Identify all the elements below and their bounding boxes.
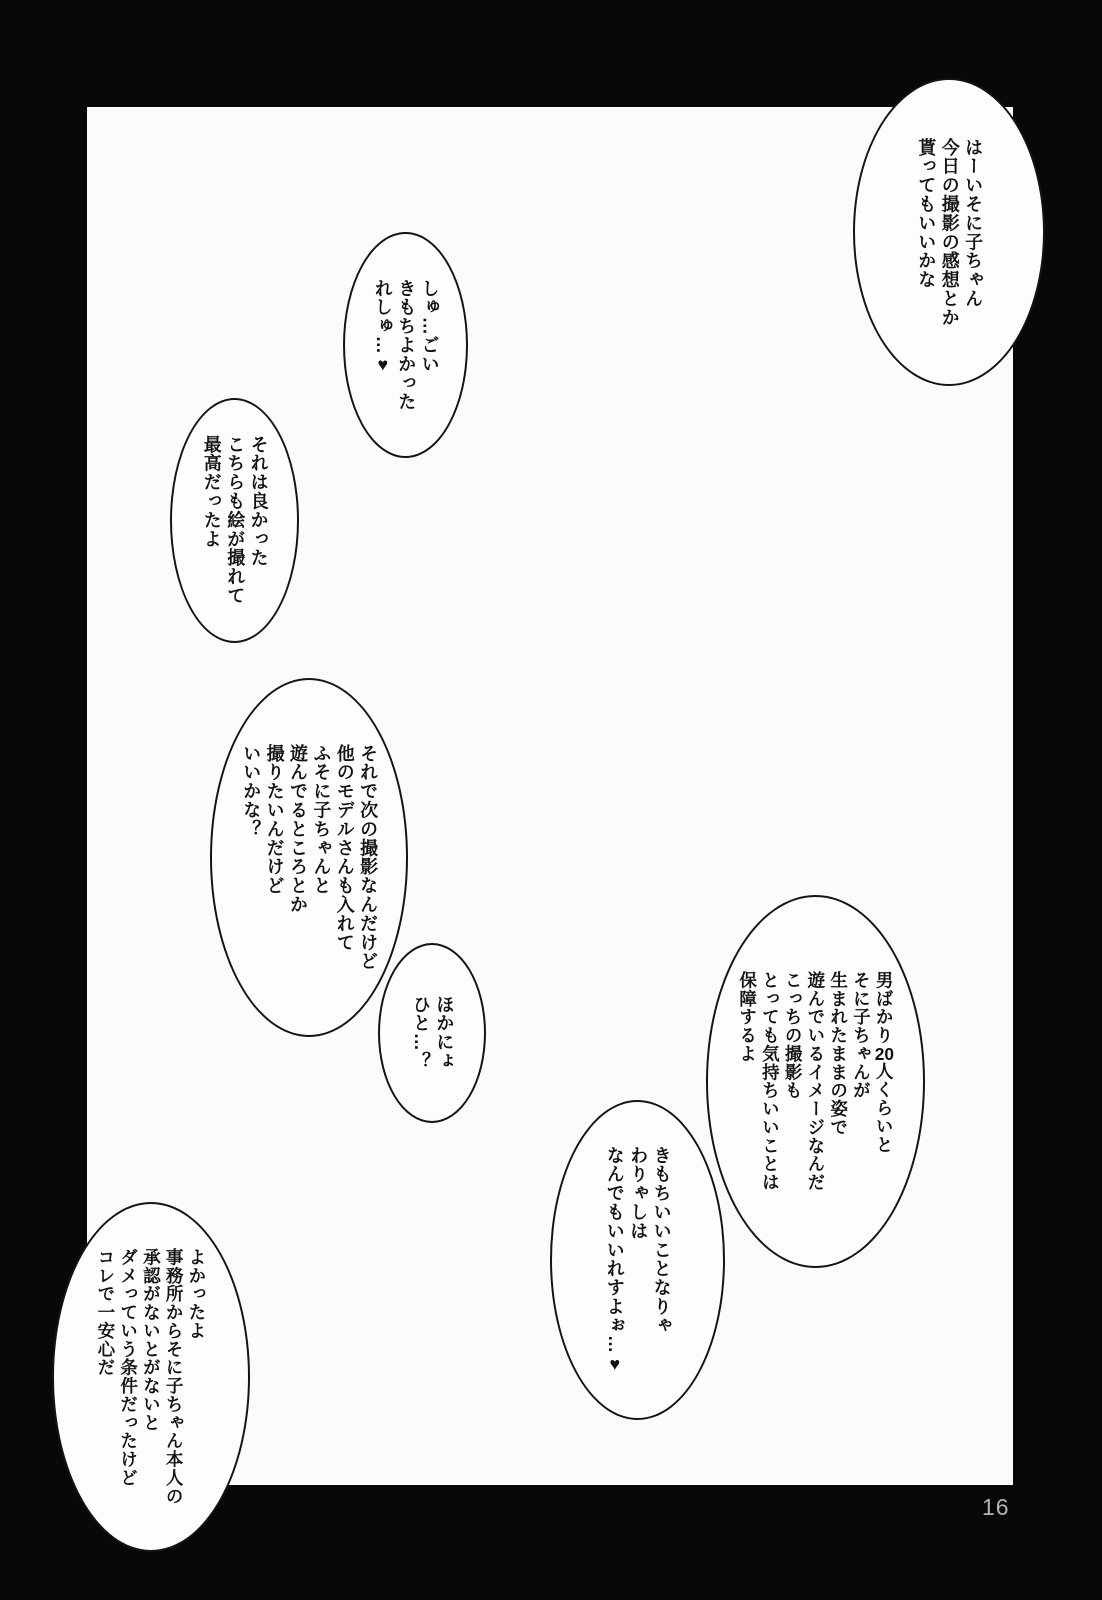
bubble-line: しゅ…ごい <box>419 278 440 374</box>
bubble-line: 遊んでるところとか <box>288 744 308 915</box>
bubble-text <box>370 279 440 411</box>
bubble-text <box>239 744 379 971</box>
bubble-line: そに子ちゃんが <box>851 971 872 1100</box>
bubble-text <box>736 971 895 1192</box>
speech-bubble-sonico-reply <box>343 232 468 458</box>
bubble-line: ほかにょ <box>434 995 455 1071</box>
bubble-line: なんでもいいれすよぉ…♥ <box>604 1145 625 1375</box>
tatechuyoko-number: 20 <box>874 1044 895 1063</box>
bubble-line: 生まれたままの姿で <box>828 971 849 1137</box>
bubble-line: きもちいいことなりゃ <box>651 1145 672 1335</box>
bubble-line: ふそに子ちゃんと <box>311 744 332 896</box>
bubble-text <box>914 138 984 327</box>
bubble-line: 遊んでいるイメージなんだ <box>805 971 826 1192</box>
bubble-line: 他のモデルさんも入れて <box>334 744 355 952</box>
bubble-line: ダメっていう条件だったけど <box>118 1248 139 1488</box>
bubble-line-segment: 男ばかり <box>874 971 895 1045</box>
bubble-line: わりゃしは <box>628 1145 649 1241</box>
bubble-line: こっちの撮影も <box>783 971 804 1100</box>
speech-bubble-agreement <box>550 1100 725 1420</box>
bubble-line: とっても気持ちいいことは <box>760 971 781 1192</box>
bubble-line: きもちよかった <box>396 278 417 412</box>
bubble-line: 撮りたいんだけど <box>264 744 285 896</box>
bubble-line-segment: 人くらいと <box>874 1062 895 1155</box>
speech-bubble-relief <box>52 1202 250 1552</box>
bubble-text <box>409 995 456 1071</box>
bubble-text <box>94 1248 208 1505</box>
speech-bubble-other-people-question <box>378 943 486 1123</box>
bubble-line: よかったよ <box>186 1248 207 1341</box>
page-number: 16 <box>982 1494 1010 1520</box>
bubble-line: 保障するよ <box>737 971 758 1064</box>
speech-bubble-next-shoot-proposal <box>210 678 408 1037</box>
bubble-line: 承認がないとがないと <box>141 1248 162 1433</box>
bubble-text <box>602 1146 672 1375</box>
speech-bubble-shoot-description <box>706 895 925 1268</box>
bubble-line: れしゅ…♥ <box>372 278 393 376</box>
bubble-line: コレで一安心だ <box>95 1248 116 1377</box>
speech-bubble-photographer-question <box>853 78 1045 386</box>
bubble-line: 事務所からそに子ちゃん本人の <box>164 1248 185 1506</box>
bubble-line: はーいそに子ちゃん <box>963 137 984 308</box>
bubble-line: 今日の撮影の感想とか <box>939 137 960 327</box>
bubble-line: ひと…？ <box>411 995 431 1071</box>
speech-bubble-praise <box>170 398 299 643</box>
bubble-line: こちらも絵が撮れて <box>225 435 246 606</box>
bubble-line: それで次の撮影なんだけど <box>358 744 379 971</box>
bubble-line: それは良かった <box>248 435 269 568</box>
bubble-line: 最高だったよ <box>201 435 222 549</box>
bubble-line: いいかな？ <box>241 744 262 839</box>
bubble-line <box>872 971 895 1192</box>
bubble-text <box>199 435 269 605</box>
bubble-line: 貰ってもいいかな <box>916 137 937 289</box>
